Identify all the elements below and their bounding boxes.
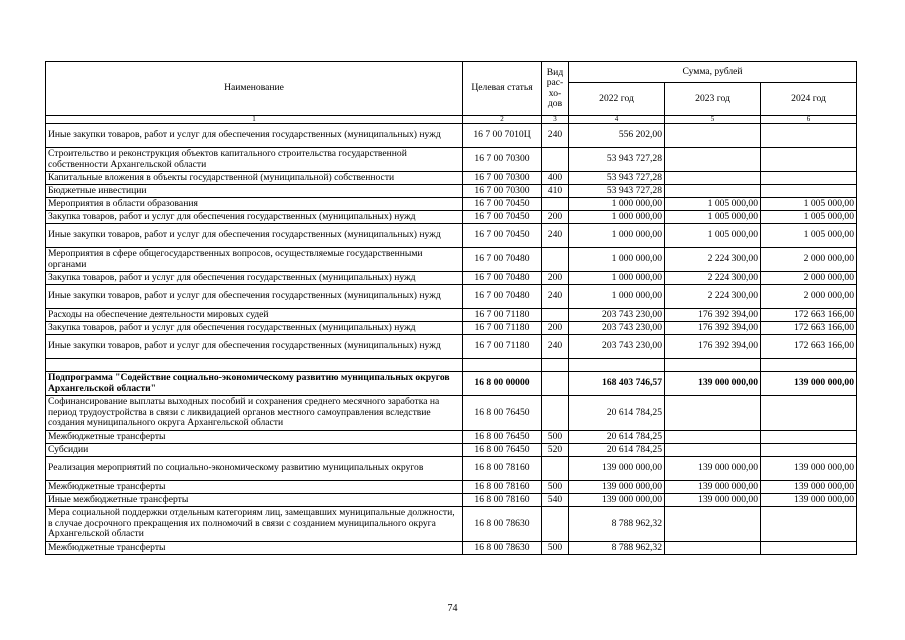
cell-y2022: 139 000 000,00 [569,481,665,494]
cell-type [542,457,569,481]
cell-type [542,248,569,272]
cell-y2022: 203 743 230,00 [569,322,665,335]
cell-y2022: 8 788 962,32 [569,507,665,542]
cell-y2023: 2 224 300,00 [665,285,761,309]
column-number: 2 [463,116,542,124]
cell-code: 16 7 00 7010Ц [463,124,542,148]
cell-y2023: 1 005 000,00 [665,224,761,248]
cell-type [542,309,569,322]
cell-y2024 [761,431,857,444]
cell-code: 16 8 00 76450 [463,396,542,431]
cell-y2022: 53 943 727,28 [569,172,665,185]
cell-y2023 [665,172,761,185]
header-year-2022: 2022 год [569,83,665,116]
table-row [46,494,857,507]
cell-type: 400 [542,172,569,185]
cell-y2022: 139 000 000,00 [569,457,665,481]
table-row [46,285,857,309]
cell-code: 16 7 00 70300 [463,185,542,198]
cell-y2022: 203 743 230,00 [569,335,665,359]
cell-name [46,359,463,372]
cell-y2024 [761,148,857,172]
table-row [46,335,857,359]
cell-y2024: 1 005 000,00 [761,211,857,224]
cell-y2022: 139 000 000,00 [569,494,665,507]
table-row [46,309,857,322]
cell-y2024: 139 000 000,00 [761,457,857,481]
cell-y2024 [761,396,857,431]
cell-y2023: 176 392 394,00 [665,335,761,359]
cell-name: Мероприятия в области образования [46,198,463,211]
cell-y2024: 172 663 166,00 [761,309,857,322]
cell-type: 240 [542,224,569,248]
cell-y2024: 139 000 000,00 [761,372,857,396]
cell-y2023: 139 000 000,00 [665,457,761,481]
cell-name: Мера социальной поддержки отдельным категориям лиц, замещавших муниципальные должности, в случае досрочного прекращения их полномочий в связи с созданием муниципального округа Архангельской области [46,507,463,542]
cell-type [542,359,569,372]
cell-type: 520 [542,444,569,457]
table-row [46,322,857,335]
cell-y2022: 1 000 000,00 [569,224,665,248]
table-body [46,124,857,555]
cell-y2024: 1 005 000,00 [761,198,857,211]
cell-name: Иные межбюджетные трансферты [46,494,463,507]
cell-code: 16 8 00 76450 [463,444,542,457]
table-row [46,185,857,198]
cell-y2022: 1 000 000,00 [569,248,665,272]
cell-y2024 [761,359,857,372]
cell-type: 410 [542,185,569,198]
cell-y2024: 172 663 166,00 [761,322,857,335]
cell-y2024: 172 663 166,00 [761,335,857,359]
header-expense-type: Вид рас-хо-дов [542,62,569,116]
cell-y2024: 2 000 000,00 [761,248,857,272]
cell-code: 16 8 00 78630 [463,507,542,542]
cell-y2023 [665,148,761,172]
cell-y2022: 1 000 000,00 [569,272,665,285]
table-row [46,359,857,372]
cell-name: Капитальные вложения в объекты государственной (муниципальной) собственности [46,172,463,185]
cell-type [542,396,569,431]
cell-name: Бюджетные инвестиции [46,185,463,198]
cell-code: 16 8 00 78160 [463,457,542,481]
cell-y2022: 20 614 784,25 [569,431,665,444]
cell-y2023 [665,431,761,444]
cell-y2023: 2 224 300,00 [665,248,761,272]
cell-y2023 [665,542,761,555]
cell-y2023 [665,185,761,198]
cell-code: 16 7 00 70480 [463,248,542,272]
column-number: 6 [761,116,857,124]
cell-y2023 [665,396,761,431]
table-row [46,372,857,396]
cell-name: Мероприятия в сфере общегосударственных вопросов, осуществляемые государственными органами [46,248,463,272]
cell-y2022: 53 943 727,28 [569,148,665,172]
cell-y2023 [665,507,761,542]
cell-name: Межбюджетные трансферты [46,542,463,555]
header-year-2024: 2024 год [761,83,857,116]
cell-y2022: 20 614 784,25 [569,396,665,431]
cell-y2022: 1 000 000,00 [569,198,665,211]
cell-name: Иные закупки товаров, работ и услуг для обеспечения государственных (муниципальных) нужд [46,224,463,248]
cell-y2024: 139 000 000,00 [761,481,857,494]
cell-name: Иные закупки товаров, работ и услуг для обеспечения государственных (муниципальных) нужд [46,285,463,309]
cell-name: Софинансирование выплаты выходных пособий и сохранения среднего месячного заработка на период трудоустройства в связи с ликвидацией органов местного самоуправления вследствие создания муниципального округа Архангельской области [46,396,463,431]
cell-code: 16 8 00 78160 [463,494,542,507]
header-target-article: Целевая статья [463,62,542,116]
cell-y2022 [569,359,665,372]
cell-y2024: 139 000 000,00 [761,494,857,507]
cell-name: Строительство и реконструкция объектов капитального строительства государственной собственности Архангельской области [46,148,463,172]
cell-code: 16 7 00 70300 [463,172,542,185]
cell-type [542,372,569,396]
cell-type [542,148,569,172]
cell-code: 16 8 00 78160 [463,481,542,494]
cell-y2024: 2 000 000,00 [761,285,857,309]
table-row [46,481,857,494]
cell-name: Реализация мероприятий по социально-экономическому развитию муниципальных округов [46,457,463,481]
cell-name: Закупка товаров, работ и услуг для обеспечения государственных (муниципальных) нужд [46,322,463,335]
cell-type: 500 [542,431,569,444]
cell-type: 540 [542,494,569,507]
table-row [46,224,857,248]
cell-code: 16 7 00 71180 [463,309,542,322]
cell-y2022: 8 788 962,32 [569,542,665,555]
cell-code: 16 7 00 70480 [463,272,542,285]
cell-y2024 [761,172,857,185]
cell-type: 200 [542,272,569,285]
cell-y2023: 139 000 000,00 [665,494,761,507]
column-number: 3 [542,116,569,124]
cell-name: Закупка товаров, работ и услуг для обеспечения государственных (муниципальных) нужд [46,272,463,285]
cell-y2024 [761,444,857,457]
cell-code: 16 7 00 70480 [463,285,542,309]
cell-type [542,507,569,542]
cell-y2022: 556 202,00 [569,124,665,148]
table-row [46,272,857,285]
cell-code [463,359,542,372]
cell-y2022: 53 943 727,28 [569,185,665,198]
cell-y2023: 2 224 300,00 [665,272,761,285]
cell-y2022: 1 000 000,00 [569,211,665,224]
table-row [46,542,857,555]
table-row [46,172,857,185]
cell-type: 500 [542,542,569,555]
cell-code: 16 7 00 70450 [463,198,542,211]
column-number: 1 [46,116,463,124]
table-row [46,248,857,272]
page-number: 74 [447,603,458,614]
cell-type: 240 [542,285,569,309]
cell-name: Субсидии [46,444,463,457]
header-name: Наименование [46,62,463,116]
cell-y2024: 1 005 000,00 [761,224,857,248]
cell-y2023: 139 000 000,00 [665,372,761,396]
table-row [46,431,857,444]
cell-y2024 [761,124,857,148]
cell-type: 240 [542,124,569,148]
cell-type: 500 [542,481,569,494]
cell-name: Закупка товаров, работ и услуг для обеспечения государственных (муниципальных) нужд [46,211,463,224]
cell-code: 16 7 00 71180 [463,322,542,335]
cell-name: Расходы на обеспечение деятельности мировых судей [46,309,463,322]
cell-code: 16 8 00 78630 [463,542,542,555]
cell-type: 240 [542,335,569,359]
table-row [46,507,857,542]
cell-y2023: 139 000 000,00 [665,481,761,494]
cell-code: 16 7 00 70450 [463,224,542,248]
cell-name: Межбюджетные трансферты [46,431,463,444]
cell-name: Иные закупки товаров, работ и услуг для обеспечения государственных (муниципальных) нужд [46,124,463,148]
cell-code: 16 7 00 71180 [463,335,542,359]
column-number: 4 [569,116,665,124]
table-row [46,444,857,457]
cell-y2023 [665,444,761,457]
table-row [46,148,857,172]
cell-y2023: 176 392 394,00 [665,309,761,322]
cell-y2023 [665,124,761,148]
cell-code: 16 8 00 76450 [463,431,542,444]
cell-code: 16 7 00 70450 [463,211,542,224]
cell-y2024: 2 000 000,00 [761,272,857,285]
header-year-2023: 2023 год [665,83,761,116]
table-row [46,198,857,211]
cell-name: Межбюджетные трансферты [46,481,463,494]
cell-y2022: 168 403 746,57 [569,372,665,396]
cell-y2023: 1 005 000,00 [665,198,761,211]
table-row [46,396,857,431]
cell-y2024 [761,542,857,555]
cell-y2023: 176 392 394,00 [665,322,761,335]
table-row [46,211,857,224]
cell-y2022: 203 743 230,00 [569,309,665,322]
cell-y2022: 1 000 000,00 [569,285,665,309]
cell-type: 200 [542,322,569,335]
cell-y2022: 20 614 784,25 [569,444,665,457]
cell-code: 16 7 00 70300 [463,148,542,172]
cell-type [542,198,569,211]
cell-y2023 [665,359,761,372]
cell-code: 16 8 00 00000 [463,372,542,396]
cell-y2023: 1 005 000,00 [665,211,761,224]
cell-name: Иные закупки товаров, работ и услуг для обеспечения государственных (муниципальных) нужд [46,335,463,359]
cell-type: 200 [542,211,569,224]
cell-name: Подпрограмма "Содействие социально-экономическому развитию муниципальных округов Архангельской области" [46,372,463,396]
cell-y2024 [761,507,857,542]
header-sum: Сумма, рублей [569,62,857,83]
table-row [46,124,857,148]
column-number: 5 [665,116,761,124]
budget-table [45,61,857,555]
cell-y2024 [761,185,857,198]
table-row [46,457,857,481]
